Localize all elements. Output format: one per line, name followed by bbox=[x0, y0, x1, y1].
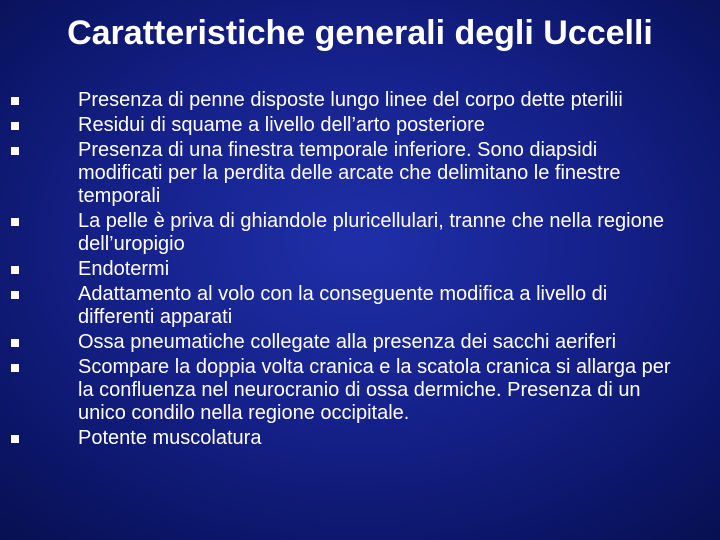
square-bullet-icon bbox=[11, 147, 19, 155]
square-bullet-icon bbox=[11, 266, 19, 274]
bullet-item bbox=[0, 331, 720, 354]
bullet-item bbox=[0, 114, 720, 137]
square-bullet-icon bbox=[11, 435, 19, 443]
bullet-list bbox=[0, 89, 720, 452]
bullet-text: Presenza di una finestra temporale inferiore. Sono diapsidi modificati per la perdita delle arcate che delimitano le finestre temporali bbox=[78, 139, 621, 207]
bullet-text: La pelle è priva di ghiandole pluricellulari, tranne che nella regione dell’uropigio bbox=[78, 210, 664, 255]
bullet-text: Residui di squame a livello dell’arto posteriore bbox=[78, 114, 485, 136]
square-bullet-icon bbox=[11, 364, 19, 372]
bullet-item bbox=[0, 210, 720, 256]
bullet-text: Adattamento al volo con la conseguente modifica a livello di differenti apparati bbox=[78, 283, 608, 328]
square-bullet-icon bbox=[11, 339, 19, 347]
bullet-text: Endotermi bbox=[78, 258, 170, 280]
square-bullet-icon bbox=[11, 122, 19, 130]
bullet-item bbox=[0, 356, 720, 425]
bullet-text: Ossa pneumatiche collegate alla presenza dei sacchi aeriferi bbox=[78, 331, 617, 353]
slide-title: Caratteristiche generali degli Uccelli bbox=[67, 14, 653, 52]
bullet-item bbox=[0, 139, 720, 208]
square-bullet-icon bbox=[11, 291, 19, 299]
bullet-item bbox=[0, 427, 720, 450]
bullet-item bbox=[0, 283, 720, 329]
square-bullet-icon bbox=[11, 218, 19, 226]
bullet-item bbox=[0, 89, 720, 112]
bullet-item bbox=[0, 258, 720, 281]
bullet-text: Presenza di penne disposte lungo linee del corpo dette pterilii bbox=[78, 89, 623, 111]
bullet-text: Scompare la doppia volta cranica e la scatola cranica si allarga per la confluenza nel neurocranio di ossa dermiche. Presenza di un unico condilo nella regione occipitale. bbox=[78, 356, 671, 424]
square-bullet-icon bbox=[11, 97, 19, 105]
bullet-text: Potente muscolatura bbox=[78, 427, 262, 449]
